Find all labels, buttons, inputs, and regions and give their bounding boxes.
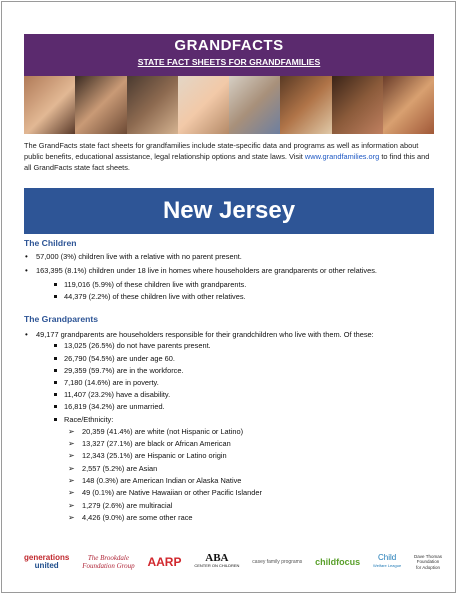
- logo-text: casey family programs: [252, 559, 303, 565]
- race-list-item: ➢ 20,359 (41.4%) are white (not Hispanic or Latino): [24, 426, 434, 438]
- race-list-item: ➢ 148 (0.3%) are American Indian or Alaska Native: [24, 475, 434, 487]
- family-photo: [75, 76, 126, 134]
- sub-list-item: 11,407 (23.2%) have a disability.: [24, 389, 434, 401]
- family-photo: [280, 76, 331, 134]
- sponsor-logos: [24, 545, 442, 579]
- sub-list-item: 13,025 (26.5%) do not have parents present.: [24, 340, 434, 352]
- sub-list-item: 119,016 (5.9%) of these children live with grandparents.: [24, 279, 434, 291]
- section-heading: The Grandparents: [24, 314, 99, 324]
- dave-thomas-logo: [414, 554, 442, 571]
- cwla-logo: [373, 554, 401, 570]
- list-item: • 57,000 (3%) children live with a relative with no parent present.: [24, 251, 434, 262]
- logo-text: generations: [24, 553, 70, 562]
- generations-united-logo: [24, 554, 69, 570]
- logo-text: Child: [377, 553, 397, 562]
- intro-text-after: to find this and all GrandFacts state fact sheets.: [24, 152, 430, 172]
- header-title: GRANDFACTS: [174, 37, 284, 54]
- sub-list-item: 26,790 (54.5%) are under age 60.: [24, 353, 434, 365]
- logo-text: CENTER ON CHILDREN: [194, 563, 240, 568]
- race-list-item: ➢ 2,557 (5.2%) are Asian: [24, 463, 434, 475]
- logo-text: united: [34, 561, 59, 570]
- header-banner: [24, 34, 434, 76]
- race-list-item: ➢ 4,426 (9.0%) are some other race: [24, 512, 434, 524]
- logo-text: for Adoption: [415, 564, 441, 570]
- logo-text: The Brookdale: [87, 554, 129, 562]
- header-subtitle: STATE FACT SHEETS FOR GRANDFAMILIES: [137, 57, 321, 67]
- section-heading: The Children: [24, 238, 77, 248]
- family-photo: [229, 76, 280, 134]
- casey-logo: [252, 558, 302, 566]
- sub-list-item: 16,819 (34.2%) are unmarried.: [24, 401, 434, 413]
- logo-text: ABA: [205, 552, 229, 564]
- family-photo: [24, 76, 75, 134]
- family-photo: [383, 76, 434, 134]
- logo-text: childfocus: [315, 557, 361, 567]
- list-item: • 49,177 grandparents are householders responsible for their grandchildren who live with them. Of these:: [24, 329, 434, 340]
- intro-paragraph: [24, 140, 434, 173]
- state-title: New Jersey: [24, 188, 434, 234]
- intro-text: The GrandFacts state fact sheets for grandfamilies include state-specific data and programs as well as information about public benefits, educational assistance, legal relationship options and state laws. Visit: [24, 141, 419, 161]
- sub-list-item: Race/Ethnicity:: [24, 414, 434, 426]
- grandfamilies-link[interactable]: www.grandfamilies.org: [304, 152, 380, 161]
- logo-text: AARP: [147, 555, 182, 569]
- aba-logo: [194, 554, 239, 570]
- sub-list-item: 29,359 (59.7%) are in the workforce.: [24, 365, 434, 377]
- childfocus-logo: [315, 558, 360, 566]
- logo-text: Foundation: [416, 559, 440, 565]
- list-item: • 163,395 (8.1%) children under 18 live in homes where householders are grandparents or other relatives.: [24, 265, 434, 276]
- family-photo: [332, 76, 383, 134]
- children-section: [24, 238, 434, 303]
- photo-strip: [24, 76, 434, 134]
- race-list-item: ➢ 13,327 (27.1%) are black or African American: [24, 438, 434, 450]
- race-list-item: ➢ 49 (0.1%) are Native Hawaiian or other Pacific Islander: [24, 487, 434, 499]
- aarp-logo: [147, 555, 182, 569]
- race-list-item: ➢ 1,279 (2.6%) are multiracial: [24, 500, 434, 512]
- logo-text: Foundation Group: [82, 562, 135, 570]
- sub-list-item: 7,180 (14.6%) are in poverty.: [24, 377, 434, 389]
- logo-text: Welfare League: [373, 563, 402, 568]
- family-photo: [127, 76, 178, 134]
- logo-text: Dave Thomas: [414, 553, 442, 559]
- race-list-item: ➢ 12,343 (25.1%) are Hispanic or Latino origin: [24, 450, 434, 462]
- brookdale-logo: [82, 554, 134, 570]
- grandparents-section: [24, 314, 434, 524]
- family-photo: [178, 76, 229, 134]
- sub-list-item: 44,379 (2.2%) of these children live with other relatives.: [24, 291, 434, 303]
